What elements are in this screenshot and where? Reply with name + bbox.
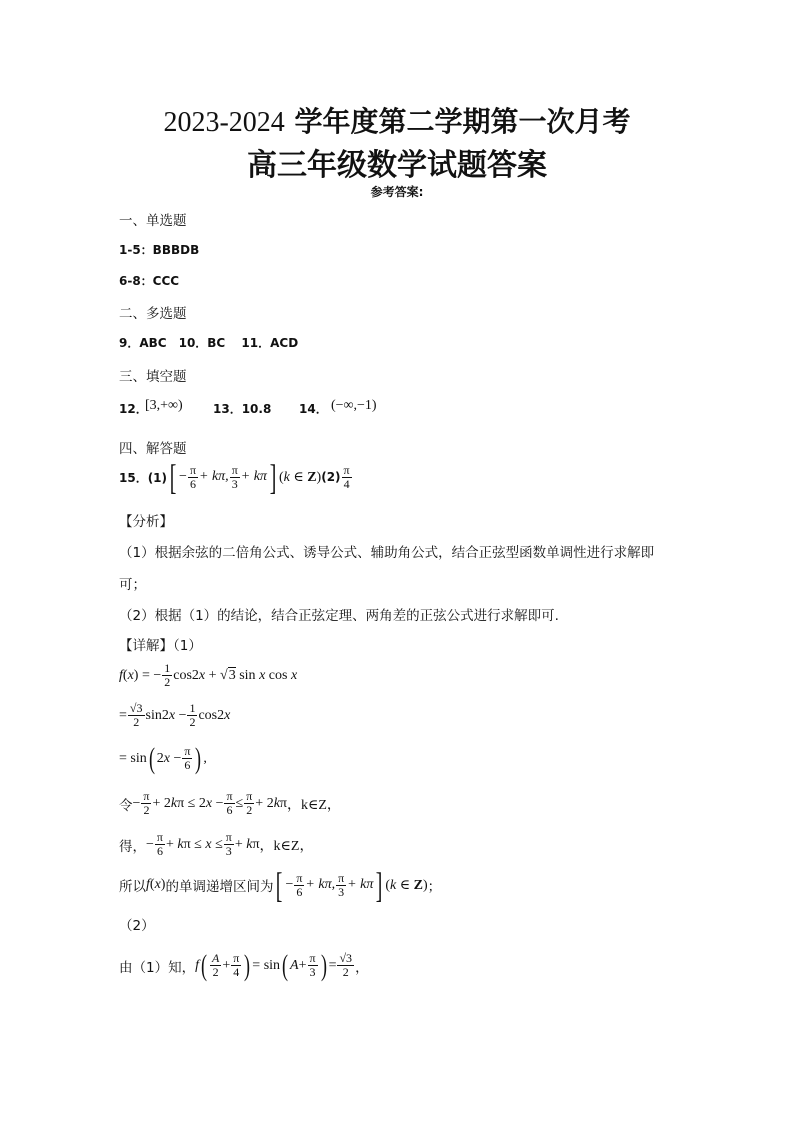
you-label: 由（1）知， xyxy=(119,959,196,976)
fraction: $\frac{\pi}{6}$ xyxy=(296,870,303,899)
answers-1-5: 1-5：BBBDB xyxy=(119,243,200,257)
fraction: $\frac{\pi}{6}$ xyxy=(226,789,233,817)
fraction: $\frac{\pi}{2}$ xyxy=(246,789,253,817)
title-line-1 xyxy=(0,100,794,140)
suoyi-rest: 的单调递增区间为 xyxy=(165,879,274,895)
detail-heading: 【详解】（1） xyxy=(119,638,202,654)
answer-13: 13．10.8 xyxy=(213,402,272,416)
kz-suffix: ，k∈Z， xyxy=(287,797,341,813)
analysis-p2: （2）根据（1）的结论，结合正弦定理、两角差的正弦公式进行求解即可. xyxy=(119,608,559,624)
fraction: $\frac{\pi}{2}$ xyxy=(143,789,150,817)
fraction: $\frac{√3}{2}$ xyxy=(129,701,143,729)
fraction: $\frac{\pi}{6}$ xyxy=(189,462,196,491)
math: − xyxy=(179,469,187,484)
semicolon: ； xyxy=(427,879,442,895)
suoyi-label: 所以 xyxy=(119,879,146,895)
fraction: $\frac{\pi}{4}$ xyxy=(343,462,350,491)
subtitle: 参考答案: xyxy=(370,185,424,199)
bracket-close: ] xyxy=(269,457,277,497)
analysis-p1b: 可； xyxy=(119,577,146,593)
math: + kπ, xyxy=(199,469,229,484)
answer-12-value: [3,+∞) xyxy=(145,398,183,413)
q15-answer xyxy=(119,457,353,497)
title-line-2: 高三年级数学试题答案 xyxy=(247,148,547,183)
math: (k ∈ Z) xyxy=(278,469,322,485)
eq-line-1: f ( x ) = − $\frac{1}{2}$ cos2x + √3 sin x cos x xyxy=(119,661,298,689)
ling-label: 令 xyxy=(119,797,133,814)
answers-6-8: 6-8：CCC xyxy=(119,274,180,288)
fraction: $\frac{\pi}{3}$ xyxy=(309,951,316,979)
answers-9-11: 9．ABC 10．BC 11．ACD xyxy=(119,336,299,350)
fraction: $\frac{\pi}{3}$ xyxy=(231,462,238,491)
fraction: $\frac{\pi}{6}$ xyxy=(184,744,191,772)
math: + kπ xyxy=(240,469,267,484)
title-year: 2023-2024 xyxy=(163,107,285,138)
answer-12-label: 12． xyxy=(119,402,148,416)
section-multi-choice: 二、多选题 xyxy=(119,306,187,322)
de-label: 得， xyxy=(119,838,146,855)
eq-line-3: = sin ( 2x − $\frac{\pi}{6}$ ) , xyxy=(119,741,207,775)
fraction: $\frac{1}{2}$ xyxy=(189,701,196,729)
fraction: $\frac{A}{2}$ xyxy=(211,951,220,979)
eq-line-5: 得， − $\frac{\pi}{6}$ + kπ ≤ x ≤ $\frac{\pi}{3}$ + kπ ，k∈Z， xyxy=(119,830,314,858)
section-solutions: 四、解答题 xyxy=(119,441,187,457)
eq-line-4: 令 − $\frac{\pi}{2}$ + 2kπ ≤ 2x − $\frac{\pi}{6}$ ≤ $\frac{\pi}{2}$ + 2kπ ，k∈Z， xyxy=(119,789,341,817)
q15-part2-label: (2) xyxy=(321,470,341,484)
fraction: $\frac{\pi}{3}$ xyxy=(225,830,232,858)
fraction: $\frac{\pi}{3}$ xyxy=(338,870,345,899)
part2-label: （2） xyxy=(119,918,155,934)
fraction: $\frac{\pi}{6}$ xyxy=(156,830,163,858)
fraction: $\frac{√3}{2}$ xyxy=(339,951,353,979)
bracket-open: [ xyxy=(169,457,177,497)
eq-line-7: 由（1）知， f ( $\frac{A}{2}$ + $\frac{\pi}{4}$ ) = sin ( A + $\frac{\pi}{3}$ ) = $\frac{√3}{2}$ ， xyxy=(119,948,369,982)
q15-label: 15．(1) xyxy=(119,470,168,485)
analysis-heading: 【分析】 xyxy=(119,514,173,530)
title-line-1-rest: 学年度第二学期第一次月考 xyxy=(294,105,631,138)
kz-suffix: ，k∈Z， xyxy=(259,838,314,854)
section-fill-in: 三、填空题 xyxy=(119,369,187,385)
eq-line-2: = $\frac{√3}{2}$ sin2x − $\frac{1}{2}$ cos2x xyxy=(119,701,231,729)
math: f xyxy=(119,667,123,683)
fraction: $\frac{1}{2}$ xyxy=(164,661,171,689)
answer-14-label: 14． xyxy=(299,402,328,416)
end-comma: ， xyxy=(355,959,369,976)
answer-14-value: (−∞,−1) xyxy=(331,398,377,413)
eq-line-6: 所以 f (x) 的单调递增区间为 [ − $\frac{\pi}{6}$ + kπ, $\frac{\pi}{3}$ + kπ ] (k ∈ Z) ； xyxy=(119,865,442,905)
fraction: $\frac{\pi}{4}$ xyxy=(233,951,240,979)
analysis-p1a: （1）根据余弦的二倍角公式、诱导公式、辅助角公式，结合正弦型函数单调性进行求解即 xyxy=(119,545,655,561)
section-single-choice: 一、单选题 xyxy=(119,213,187,229)
